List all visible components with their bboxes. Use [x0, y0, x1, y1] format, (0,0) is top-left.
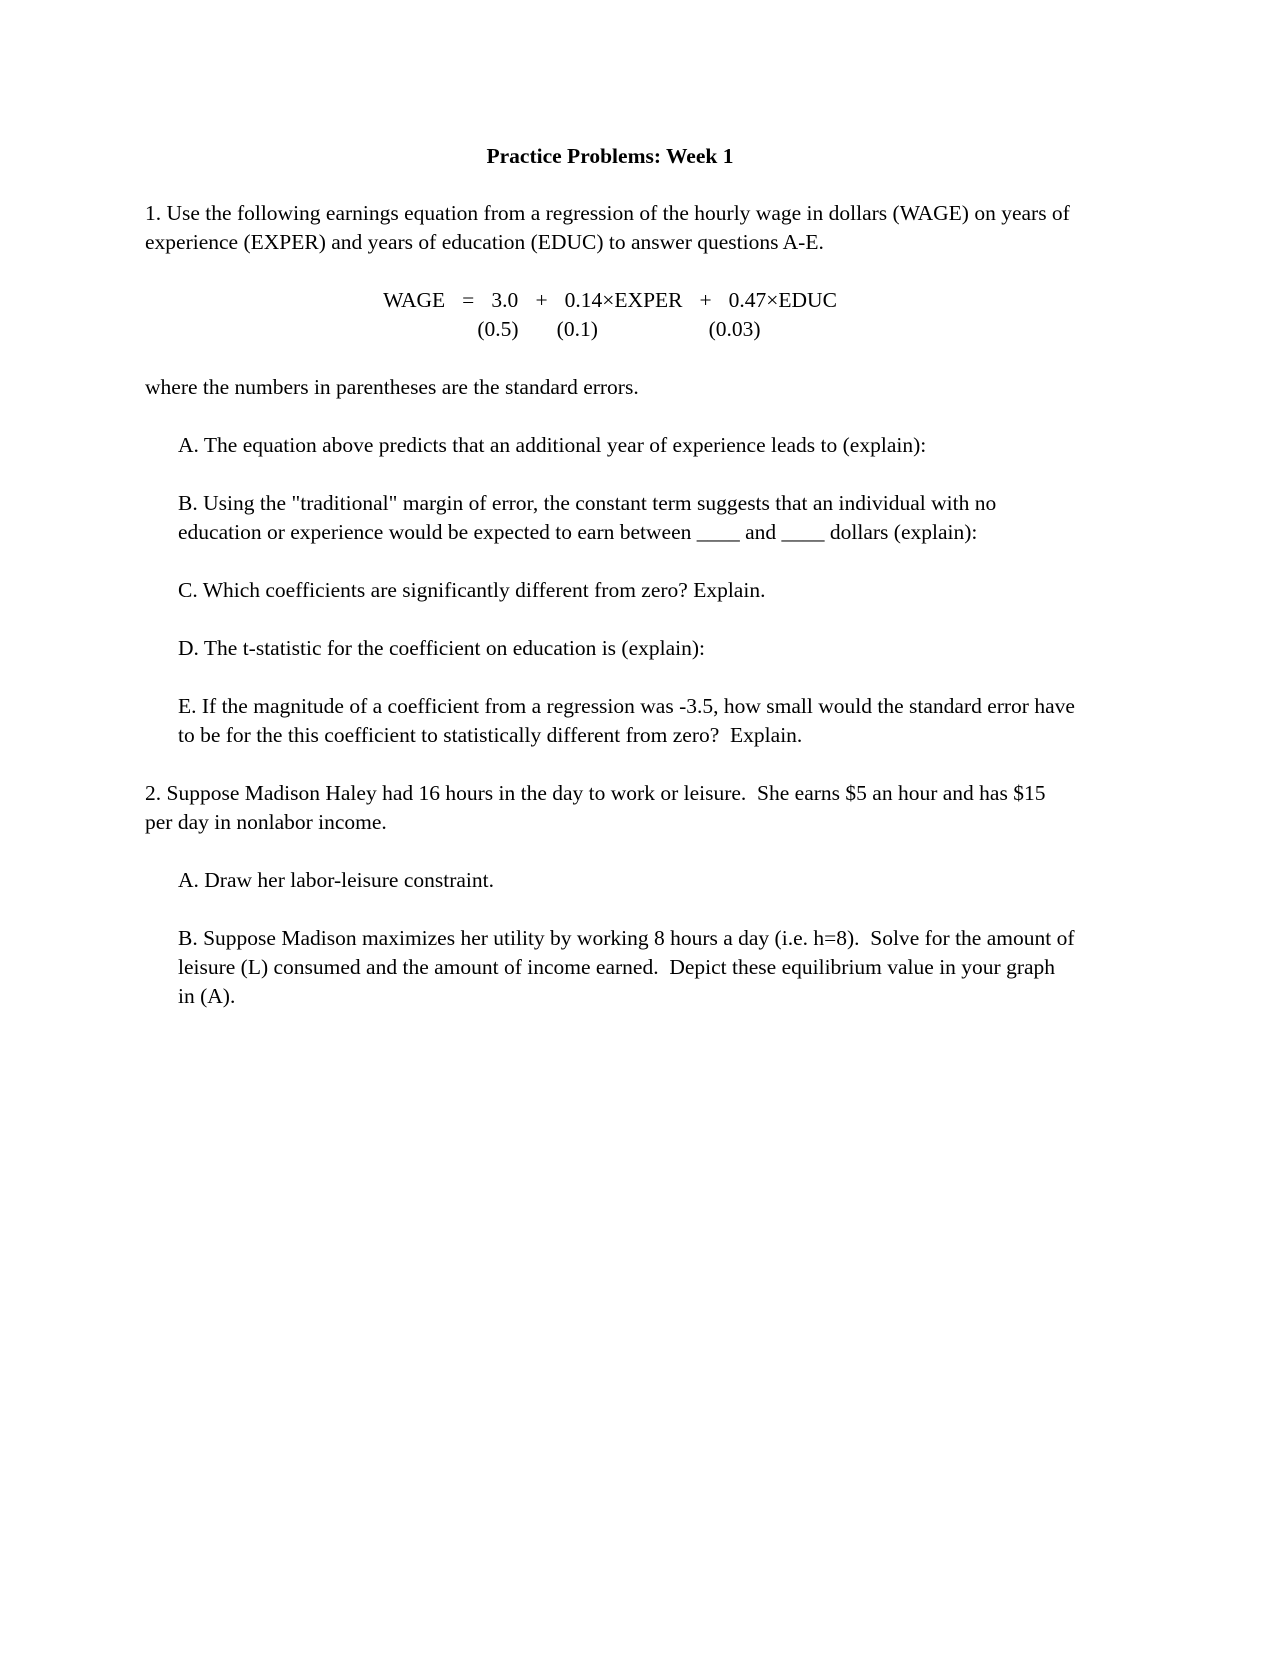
std-error-constant: (0.5): [477, 317, 519, 341]
std-error-educ: (0.03): [708, 317, 761, 341]
q1-intro: 1. Use the following earnings equation from a regression of the hourly wage in dollars (WAGE) on years of experience (EXPER) and years of education (EDUC) to answer questions A-E.: [145, 201, 1076, 254]
equation-lhs: WAGE: [383, 288, 446, 312]
standard-errors-note: where the numbers in parentheses are the standard errors.: [145, 375, 639, 399]
equation-plus-sign: +: [535, 288, 548, 312]
equation-term-educ: 0.47×EDUC: [728, 288, 837, 312]
equation-term-exper: 0.14×EXPER: [564, 288, 683, 312]
q1-item-d: D. The t-statistic for the coefficient on education is (explain):: [178, 636, 705, 660]
equation-plus-sign: +: [699, 288, 712, 312]
std-error-exper: (0.1): [556, 317, 598, 341]
q1-item-b: B. Using the "traditional" margin of error, the constant term suggests that an individual with no education or experience would be expected to earn between ____ and ____ dollars (explain):: [178, 491, 1002, 544]
q1-item-a: A. The equation above predicts that an additional year of experience leads to (explain):: [178, 433, 927, 457]
regression-equation: [383, 286, 837, 344]
q2-item-b: B. Suppose Madison maximizes her utility by working 8 hours a day (i.e. h=8). Solve for the amount of leisure (L) consumed and the amount of income earned. Depict these equilibrium value in your graph in (A).: [178, 926, 1080, 1008]
doc-title: Practice Problems: Week 1: [486, 144, 734, 168]
q1-item-c: C. Which coefficients are significantly different from zero? Explain.: [178, 578, 766, 602]
q2-item-a: A. Draw her labor-leisure constraint.: [178, 868, 494, 892]
q2-intro: 2. Suppose Madison Haley had 16 hours in the day to work or leisure. She earns $5 an hour and has $15 per day in nonlabor income.: [145, 781, 1051, 834]
q1-item-e: E. If the magnitude of a coefficient from a regression was -3.5, how small would the standard error have to be for the this coefficient to statistically different from zero? Explain.: [178, 694, 1081, 747]
equation-constant: 3.0: [491, 288, 519, 312]
equation-equals-sign: =: [462, 288, 475, 312]
